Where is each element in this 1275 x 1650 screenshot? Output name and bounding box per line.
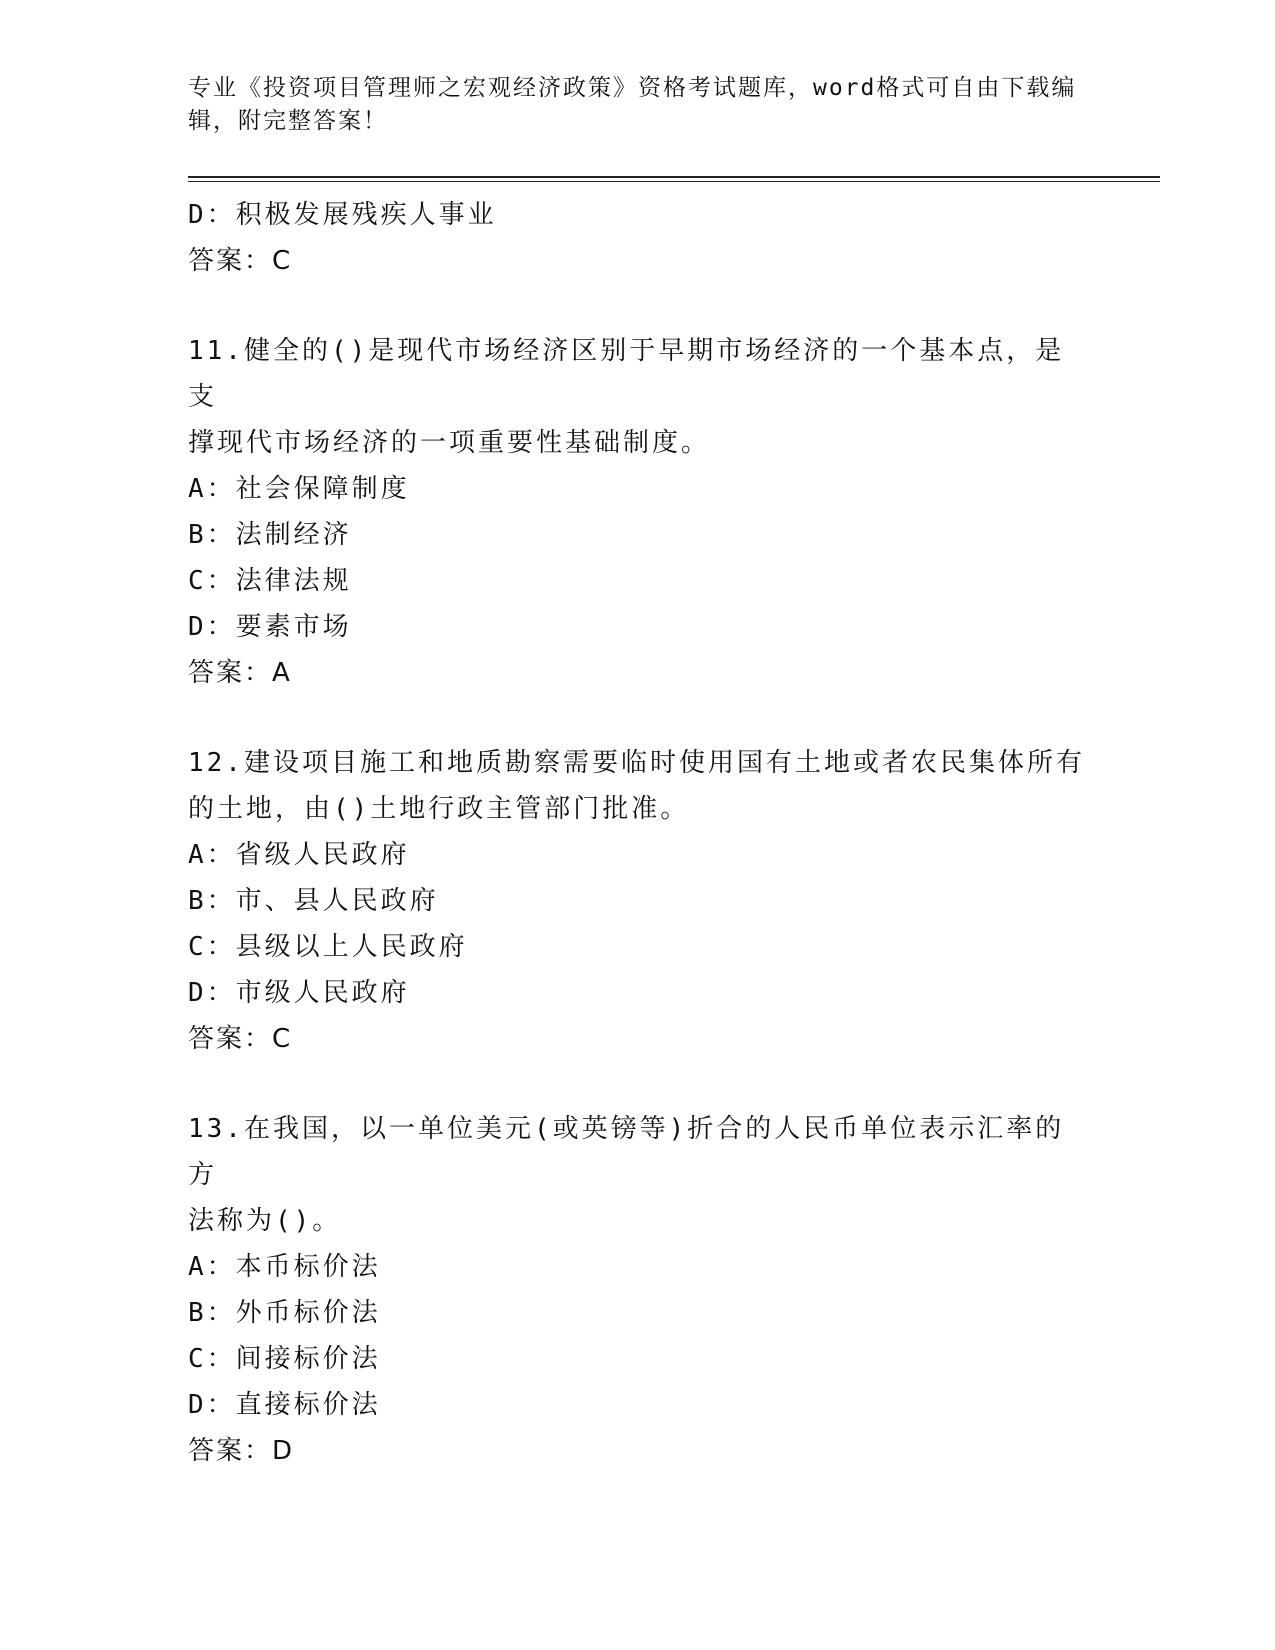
document-body (188, 192, 1108, 1474)
option-b: B：法制经济 (188, 520, 352, 550)
option-c: C：法律法规 (188, 566, 352, 596)
answer-line: 答案：D (188, 1436, 295, 1466)
previous-question-tail (188, 192, 1108, 284)
answer-line: 答案：C (188, 1024, 293, 1054)
option-b: B：市、县人民政府 (188, 886, 439, 916)
option-d: D：直接标价法 (188, 1390, 381, 1420)
option-c: C：间接标价法 (188, 1344, 381, 1374)
question-text-line-2: 的土地，由()土地行政主管部门批准。 (188, 794, 690, 824)
header-divider-thick (188, 176, 1160, 178)
option-a: A：本币标价法 (188, 1252, 381, 1282)
question-text (188, 1106, 1088, 1244)
option-d: D：要素市场 (188, 612, 352, 642)
answer-line: 答案：A (188, 658, 292, 688)
option-d: D：市级人民政府 (188, 978, 410, 1008)
option-b: B：外币标价法 (188, 1298, 381, 1328)
question-text-line-2: 撑现代市场经济的一项重要性基础制度。 (188, 428, 711, 458)
header-line-2: 辑，附完整答案！ (188, 108, 388, 134)
question-11 (188, 328, 1108, 696)
page-header (188, 72, 1088, 138)
answer-line: 答案：C (188, 246, 293, 276)
question-text (188, 740, 1088, 832)
question-text-line-1: 12.建设项目施工和地质勘察需要临时使用国有土地或者农民集体所有 (188, 748, 1085, 778)
question-text-line-1: 11.健全的()是现代市场经济区别于早期市场经济的一个基本点，是支 (188, 336, 1065, 412)
option-c: C：县级以上人民政府 (188, 932, 468, 962)
header-divider-thin (188, 181, 1160, 182)
option-a: A：省级人民政府 (188, 840, 410, 870)
question-text (188, 328, 1088, 466)
option-d: D：积极发展残疾人事业 (188, 200, 497, 230)
option-a: A：社会保障制度 (188, 474, 410, 504)
question-text-line-1: 13.在我国，以一单位美元(或英镑等)折合的人民币单位表示汇率的方 (188, 1114, 1065, 1190)
header-line-1: 专业《投资项目管理师之宏观经济政策》资格考试题库，word格式可自由下载编 (188, 75, 1077, 101)
question-13 (188, 1106, 1108, 1474)
question-text-line-2: 法称为()。 (188, 1206, 342, 1236)
question-12 (188, 740, 1108, 1062)
